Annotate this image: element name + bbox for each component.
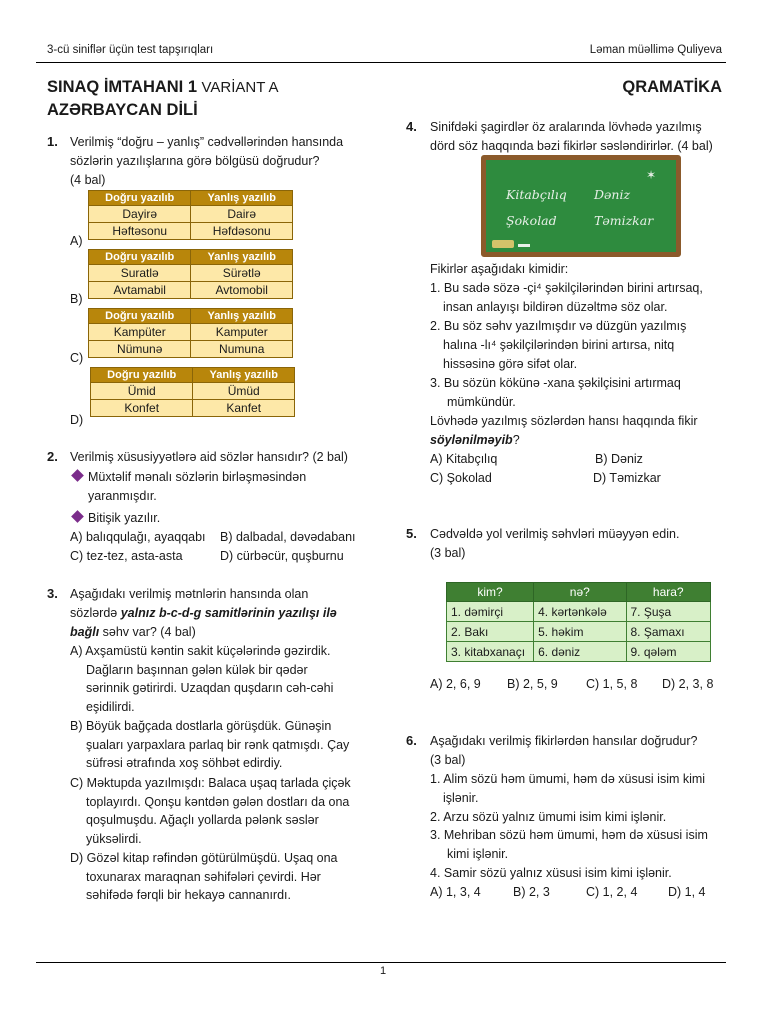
table-header: Yanlış yazılıb [191, 250, 293, 265]
q1-option-b-label[interactable]: B) [70, 292, 83, 306]
q4-text-2: dörd söz haqqında bəzi fikirlər səsləndirirlər. (4 bal) [430, 139, 713, 153]
table-header: Doğru yazılıb [91, 368, 193, 383]
q4-item-2b: halına -lı⁴ şəkilçilərindən birini artırsa, nitq [443, 338, 675, 352]
section-title: QRAMATİKA [622, 78, 722, 96]
table-row [447, 602, 711, 622]
board-word-3: Şokolad [506, 213, 557, 228]
q2-option-b[interactable]: B) dalbadal, dəvədabanı [220, 530, 356, 544]
q3-option-a[interactable]: A) Axşamüstü kəntin sakit küçələrində gəzirdik. Dağların başınnan gələn külək bir qədər sərinnik gətirirdi. Uzaqdan quşdarın cəh-cəhi eşidilirdi. [70, 644, 334, 714]
table-cell: Həftəsonu [89, 223, 191, 240]
q1-number: 1. [47, 134, 58, 149]
table-cell: 8. Şamaxı [626, 622, 711, 642]
q6-option-d[interactable]: D) 1, 4 [668, 885, 706, 899]
q4-item-3b: mümkündür. [447, 395, 516, 409]
table-cell: Həfdəsonu [191, 223, 293, 240]
exam-variant: VARİANT A [201, 79, 279, 96]
q4-number: 4. [406, 119, 417, 134]
table-cell: Suratlə [89, 265, 191, 282]
q2-number: 2. [47, 449, 58, 464]
q2-text: Verilmiş xüsusiyyətlərə aid sözlər hansıdır? (2 bal) [70, 450, 348, 464]
q3-option-b[interactable]: B) Böyük bağçada dostlarla görüşdük. Günəşin şuaları yarpaxlara parlaq bir rənk qatmışdı. Çay süfrəsi ətrafında xoş söhbət edirdiy. [70, 719, 350, 770]
q4-ask-1: Lövhədə yazılmış sözlərdən hansı haqqında fikir [430, 414, 698, 428]
q6-item-2: 2. Arzu sözü yalnız ümumi isim kimi işlənir. [430, 810, 667, 824]
q1-option-d-table [90, 367, 295, 417]
q3-text-3: bağlı səhv var? (4 bal) [70, 625, 196, 639]
footer-rule [36, 962, 726, 963]
table-cell: 6. dəniz [534, 642, 626, 662]
q6-option-b[interactable]: B) 2, 3 [513, 885, 550, 899]
q2-option-a[interactable]: A) balıqqulağı, ayaqqabı [70, 530, 206, 544]
q4-item-1b: insan anlayışı bildirən düzəltmə söz olar. [443, 300, 668, 314]
chalk-eraser-icon [492, 240, 514, 248]
diamond-bullet-icon [71, 510, 84, 523]
q6-item-3a: 3. Mehriban sözü həm ümumi, həm də xüsusi isim [430, 828, 708, 842]
header-rule [36, 62, 726, 63]
table-cell: Konfet [91, 400, 193, 417]
q6-option-c[interactable]: C) 1, 2, 4 [586, 885, 638, 899]
q4-ask-2: söylənilməyib? [430, 433, 520, 447]
q1-option-a-label[interactable]: A) [70, 234, 83, 248]
q2-bullet-1-cont: yaranmışdır. [88, 489, 157, 503]
q6-item-4: 4. Samir sözü yalnız xüsusi isim kimi işlənir. [430, 866, 672, 880]
q4-item-2c: hissəsinə görə sifət olar. [443, 357, 578, 371]
table-cell: Ümid [91, 383, 193, 400]
q5-text-1: Cədvəldə yol verilmiş səhvləri müəyyən edin. [430, 527, 680, 541]
q6-text-2: (3 bal) [430, 753, 466, 767]
table-row [447, 622, 711, 642]
q1-text-1: Verilmiş “doğru – yanlış” cədvəllərindən hansında [70, 135, 344, 149]
q4-option-d[interactable]: D) Təmizkar [593, 471, 661, 485]
q2-option-d[interactable]: D) cürbəcür, quşburnu [220, 549, 344, 563]
q1-text-2: sözlərin yazılışlarına görə bölgüsü doğrudur? [70, 154, 320, 168]
q6-option-a[interactable]: A) 1, 3, 4 [430, 885, 481, 899]
q1-text-3: (4 bal) [70, 173, 106, 187]
exam-title [47, 78, 278, 97]
board-word-1: Kitabçılıq [506, 187, 567, 202]
table-cell: Avtomobil [191, 282, 293, 299]
table-header: Yanlış yazılıb [191, 191, 293, 206]
board-word-4: Təmizkar [594, 213, 654, 228]
table-header: nə? [534, 583, 626, 602]
q1-option-c-table [88, 308, 293, 358]
q5-table [446, 582, 711, 662]
q6-item-1b: işlənir. [443, 791, 479, 805]
q3-text-1: Aşağıdakı verilmiş mətnlərin hansında olan [70, 587, 309, 601]
table-header: hara? [626, 583, 711, 602]
q1-option-d-label[interactable]: D) [70, 413, 84, 427]
table-cell: Kanfet [193, 400, 295, 417]
q4-option-b[interactable]: B) Dəniz [595, 452, 643, 466]
table-cell: Dairə [191, 206, 293, 223]
q3-number: 3. [47, 586, 58, 601]
table-header: Doğru yazılıb [89, 250, 191, 265]
q6-item-3b: kimi işlənir. [447, 847, 509, 861]
q6-text-1: Aşağıdakı verilmiş fikirlərdən hansılar doğrudur? [430, 734, 698, 748]
q4-intro: Fikirlər aşağıdakı kimidir: [430, 262, 569, 276]
q2-bullet-1: Müxtəlif mənalı sözlərin birləşməsindən [70, 468, 306, 487]
table-header: Doğru yazılıb [89, 309, 191, 324]
q4-text-1: Sinifdəki şagirdlər öz aralarında lövhədə yazılmış [430, 120, 702, 134]
table-header: Doğru yazılıb [89, 191, 191, 206]
header-right: Ləman müəllimə Quliyeva [589, 44, 722, 56]
exam-title-main: SINAQ İMTAHANI 1 [47, 78, 198, 96]
q3-option-c[interactable]: C) Məktupda yazılmışdı: Balaca uşaq tarlada çiçək toplayırdı. Qonşu kəntdən gələn dostları da ona qoşulmuşdu. Ağaçlı yollarda pələnk səslər yüksəlirdi. [70, 776, 351, 846]
q5-option-a[interactable]: A) 2, 6, 9 [430, 677, 481, 691]
table-cell: 1. dəmirçi [447, 602, 534, 622]
q6-item-1a: 1. Alim sözü həm ümumi, həm də xüsusi isim kimi [430, 772, 706, 786]
chalk-stick-icon [518, 244, 530, 247]
table-cell: Kampüter [89, 324, 191, 341]
q6-number: 6. [406, 733, 417, 748]
q1-option-c-label[interactable]: C) [70, 351, 84, 365]
q5-number: 5. [406, 526, 417, 541]
q3-text-2: sözlərdə yalnız b-c-d-g samitlərinin yazılışı ilə [70, 606, 337, 620]
table-header: Yanlış yazılıb [191, 309, 293, 324]
q5-option-d[interactable]: D) 2, 3, 8 [662, 677, 714, 691]
table-header: Yanlış yazılıb [193, 368, 295, 383]
table-cell: Sürətlə [191, 265, 293, 282]
chalkboard [481, 155, 681, 257]
star-doodle-icon: ✶ [646, 168, 657, 182]
table-cell: Dayirə [89, 206, 191, 223]
table-cell: 9. qələm [626, 642, 711, 662]
header-left: 3-cü siniflər üçün test tapşırıqları [47, 44, 214, 56]
table-cell: 4. kərtənkələ [534, 602, 626, 622]
table-cell: Ümüd [193, 383, 295, 400]
table-row [447, 642, 711, 662]
table-cell: Nümunə [89, 341, 191, 358]
q4-option-c[interactable]: C) Şokolad [430, 471, 492, 485]
table-cell: Numuna [191, 341, 293, 358]
q3-option-d[interactable]: D) Gözəl kitap rəfindən götürülmüşdü. Uşaq ona toxunarax maraqnan səhifələri çevirdi. Hər səhifədə fərqli bir hekayə cannanırdı. [70, 851, 338, 902]
q4-item-3a: 3. Bu sözün kökünə -xana şəkilçisini artırmaq [430, 376, 681, 390]
q1-option-a-table [88, 190, 293, 240]
table-cell: 5. həkim [534, 622, 626, 642]
q5-option-b[interactable]: B) 2, 5, 9 [507, 677, 558, 691]
q2-option-c[interactable]: C) tez-tez, asta-asta [70, 549, 183, 563]
q5-text-2: (3 bal) [430, 546, 466, 560]
table-cell: Kamputer [191, 324, 293, 341]
table-header: kim? [447, 583, 534, 602]
q4-item-2a: 2. Bu söz səhv yazılmışdır və düzgün yazılmış [430, 319, 687, 333]
board-word-2: Dəniz [594, 187, 631, 202]
q1-option-b-table [88, 249, 293, 299]
q4-option-a[interactable]: A) Kitabçılıq [430, 452, 498, 466]
subject-title: AZƏRBAYCAN DİLİ [47, 101, 198, 119]
q4-item-1a: 1. Bu sadə sözə -çi⁴ şəkilçilərindən birini artırsaq, [430, 281, 703, 295]
table-cell: 2. Bakı [447, 622, 534, 642]
q2-bullet-2: Bitişik yazılır. [70, 509, 160, 528]
table-cell: 7. Şuşa [626, 602, 711, 622]
table-cell: 3. kitabxanaçı [447, 642, 534, 662]
page-number: 1 [380, 965, 387, 977]
diamond-bullet-icon [71, 469, 84, 482]
q5-option-c[interactable]: C) 1, 5, 8 [586, 677, 638, 691]
table-cell: Avtamabil [89, 282, 191, 299]
